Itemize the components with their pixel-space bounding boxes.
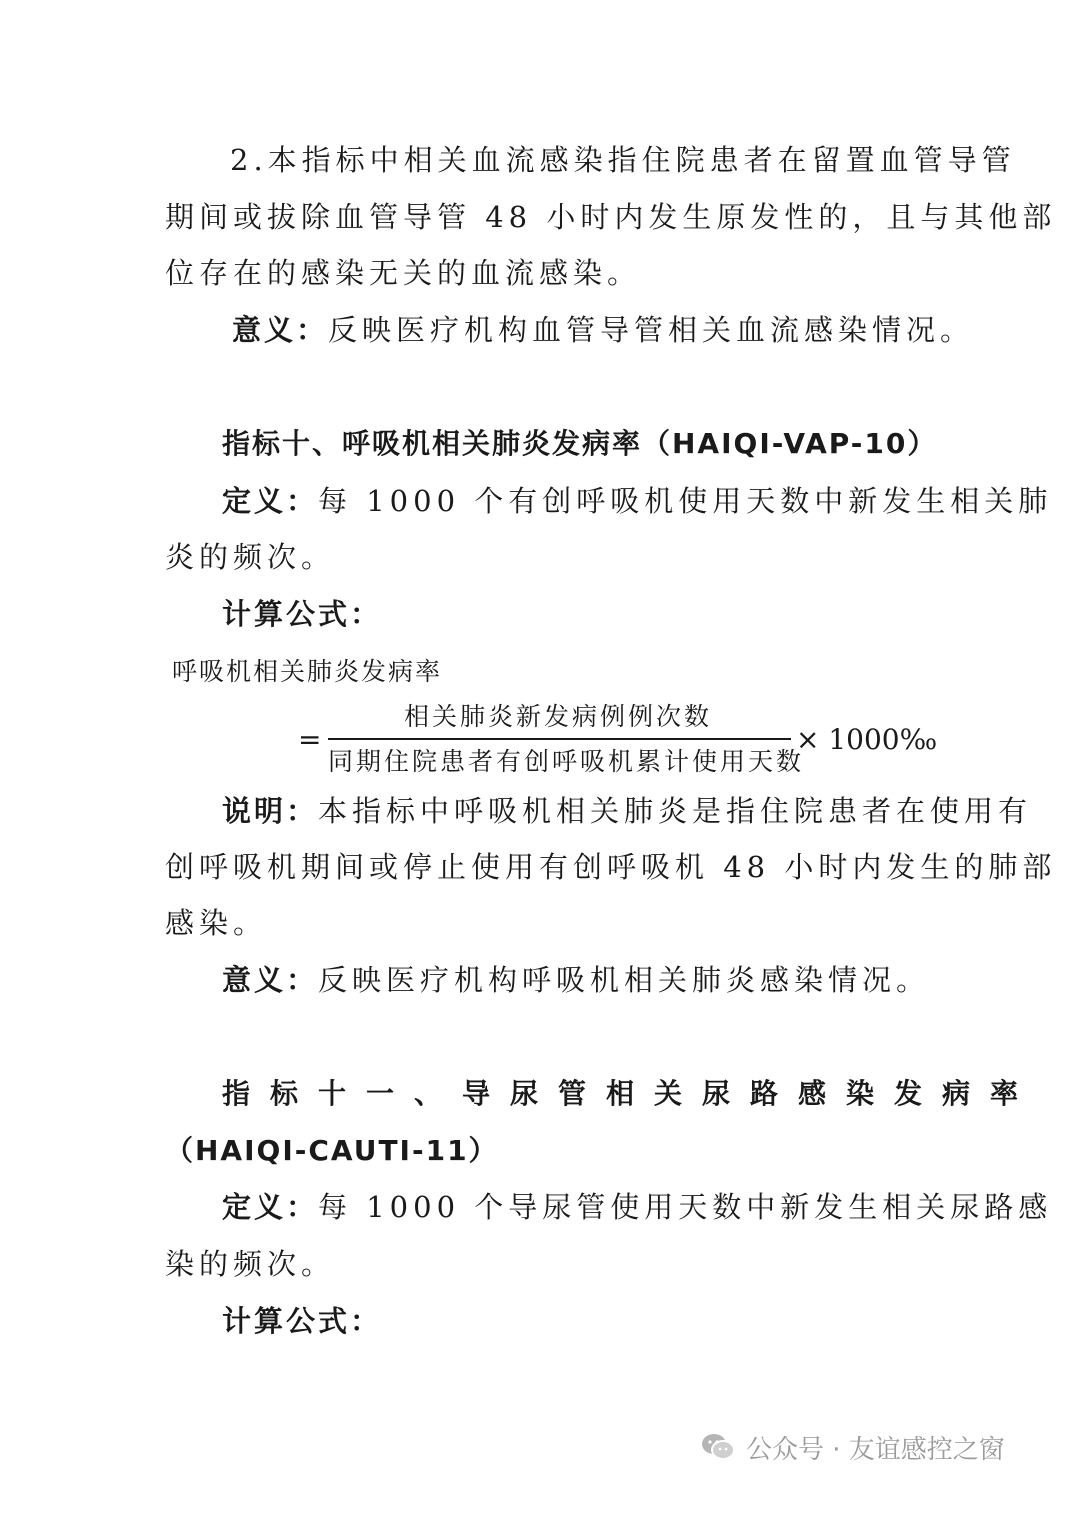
prev-meaning-text: 反映医疗机构血管导管相关血流感染情况。 xyxy=(328,313,975,347)
formula-denominator: 同期住院患者有创呼吸机累计使用天数 xyxy=(328,747,805,776)
indicator10-note xyxy=(222,791,1032,831)
indicator10-note-label: 说明： xyxy=(222,794,319,828)
prev-meaning xyxy=(232,310,974,350)
watermark xyxy=(700,1425,1005,1469)
wechat-icon xyxy=(700,1431,736,1463)
prev-meaning-label: 意义： xyxy=(232,313,329,347)
indicator10-definition-text: 每 1000 个有创呼吸机使用天数中新发生相关肺 xyxy=(318,484,1053,518)
watermark-text: 公众号 · 友谊感控之窗 xyxy=(746,1434,1005,1465)
indicator10-note-text: 本指标中呼吸机相关肺炎是指住院患者在使用有 xyxy=(318,794,1033,828)
indicator10-title: 指标十、呼吸机相关肺炎发病率（HAIQI-VAP-10） xyxy=(222,427,938,460)
indicator11-formula-label: 计算公式： xyxy=(222,1304,383,1338)
indicator10-meaning-label: 意义： xyxy=(222,963,319,997)
formula-multiplier: × 1000‰ xyxy=(796,723,938,756)
indicator11-definition xyxy=(222,1187,1052,1227)
prev-note-line-2: 期间或拔除血管导管 48 小时内发生原发性的，且与其他部 xyxy=(165,200,1057,234)
prev-note-line-1: 2.本指标中相关血流感染指住院患者在留置血管导管 xyxy=(230,143,1016,177)
indicator10-definition-label: 定义： xyxy=(222,484,319,518)
formula-fraction-bar xyxy=(328,738,791,740)
indicator10-formula-label: 计算公式： xyxy=(222,597,383,631)
indicator10-definition xyxy=(222,481,1052,521)
indicator11-definition-label: 定义： xyxy=(222,1190,319,1224)
formula-equals: = xyxy=(298,723,322,756)
indicator10-note-line-3: 感染。 xyxy=(165,906,268,940)
indicator10-meaning-text: 反映医疗机构呼吸机相关肺炎感染情况。 xyxy=(318,963,931,997)
indicator10-meaning xyxy=(222,960,930,1000)
indicator10-definition-line-2: 炎的频次。 xyxy=(165,540,336,574)
indicator11-title: 指标十一、导尿管相关尿路感染发病率 xyxy=(222,1077,1039,1110)
formula-numerator: 相关肺炎新发病例例次数 xyxy=(403,702,712,731)
indicator10-note-line-2: 创呼吸机期间或停止使用有创呼吸机 48 小时内发生的肺部 xyxy=(165,850,1057,884)
indicator10-formula-name: 呼吸机相关肺炎发病率 xyxy=(172,657,443,686)
indicator11-definition-text: 每 1000 个导尿管使用天数中新发生相关尿路感 xyxy=(318,1190,1053,1224)
indicator11-title-line-2: （HAIQI-CAUTI-11） xyxy=(165,1134,499,1167)
indicator11-definition-line-2: 染的频次。 xyxy=(165,1247,336,1281)
prev-note-line-3: 位存在的感染无关的血流感染。 xyxy=(165,256,642,290)
